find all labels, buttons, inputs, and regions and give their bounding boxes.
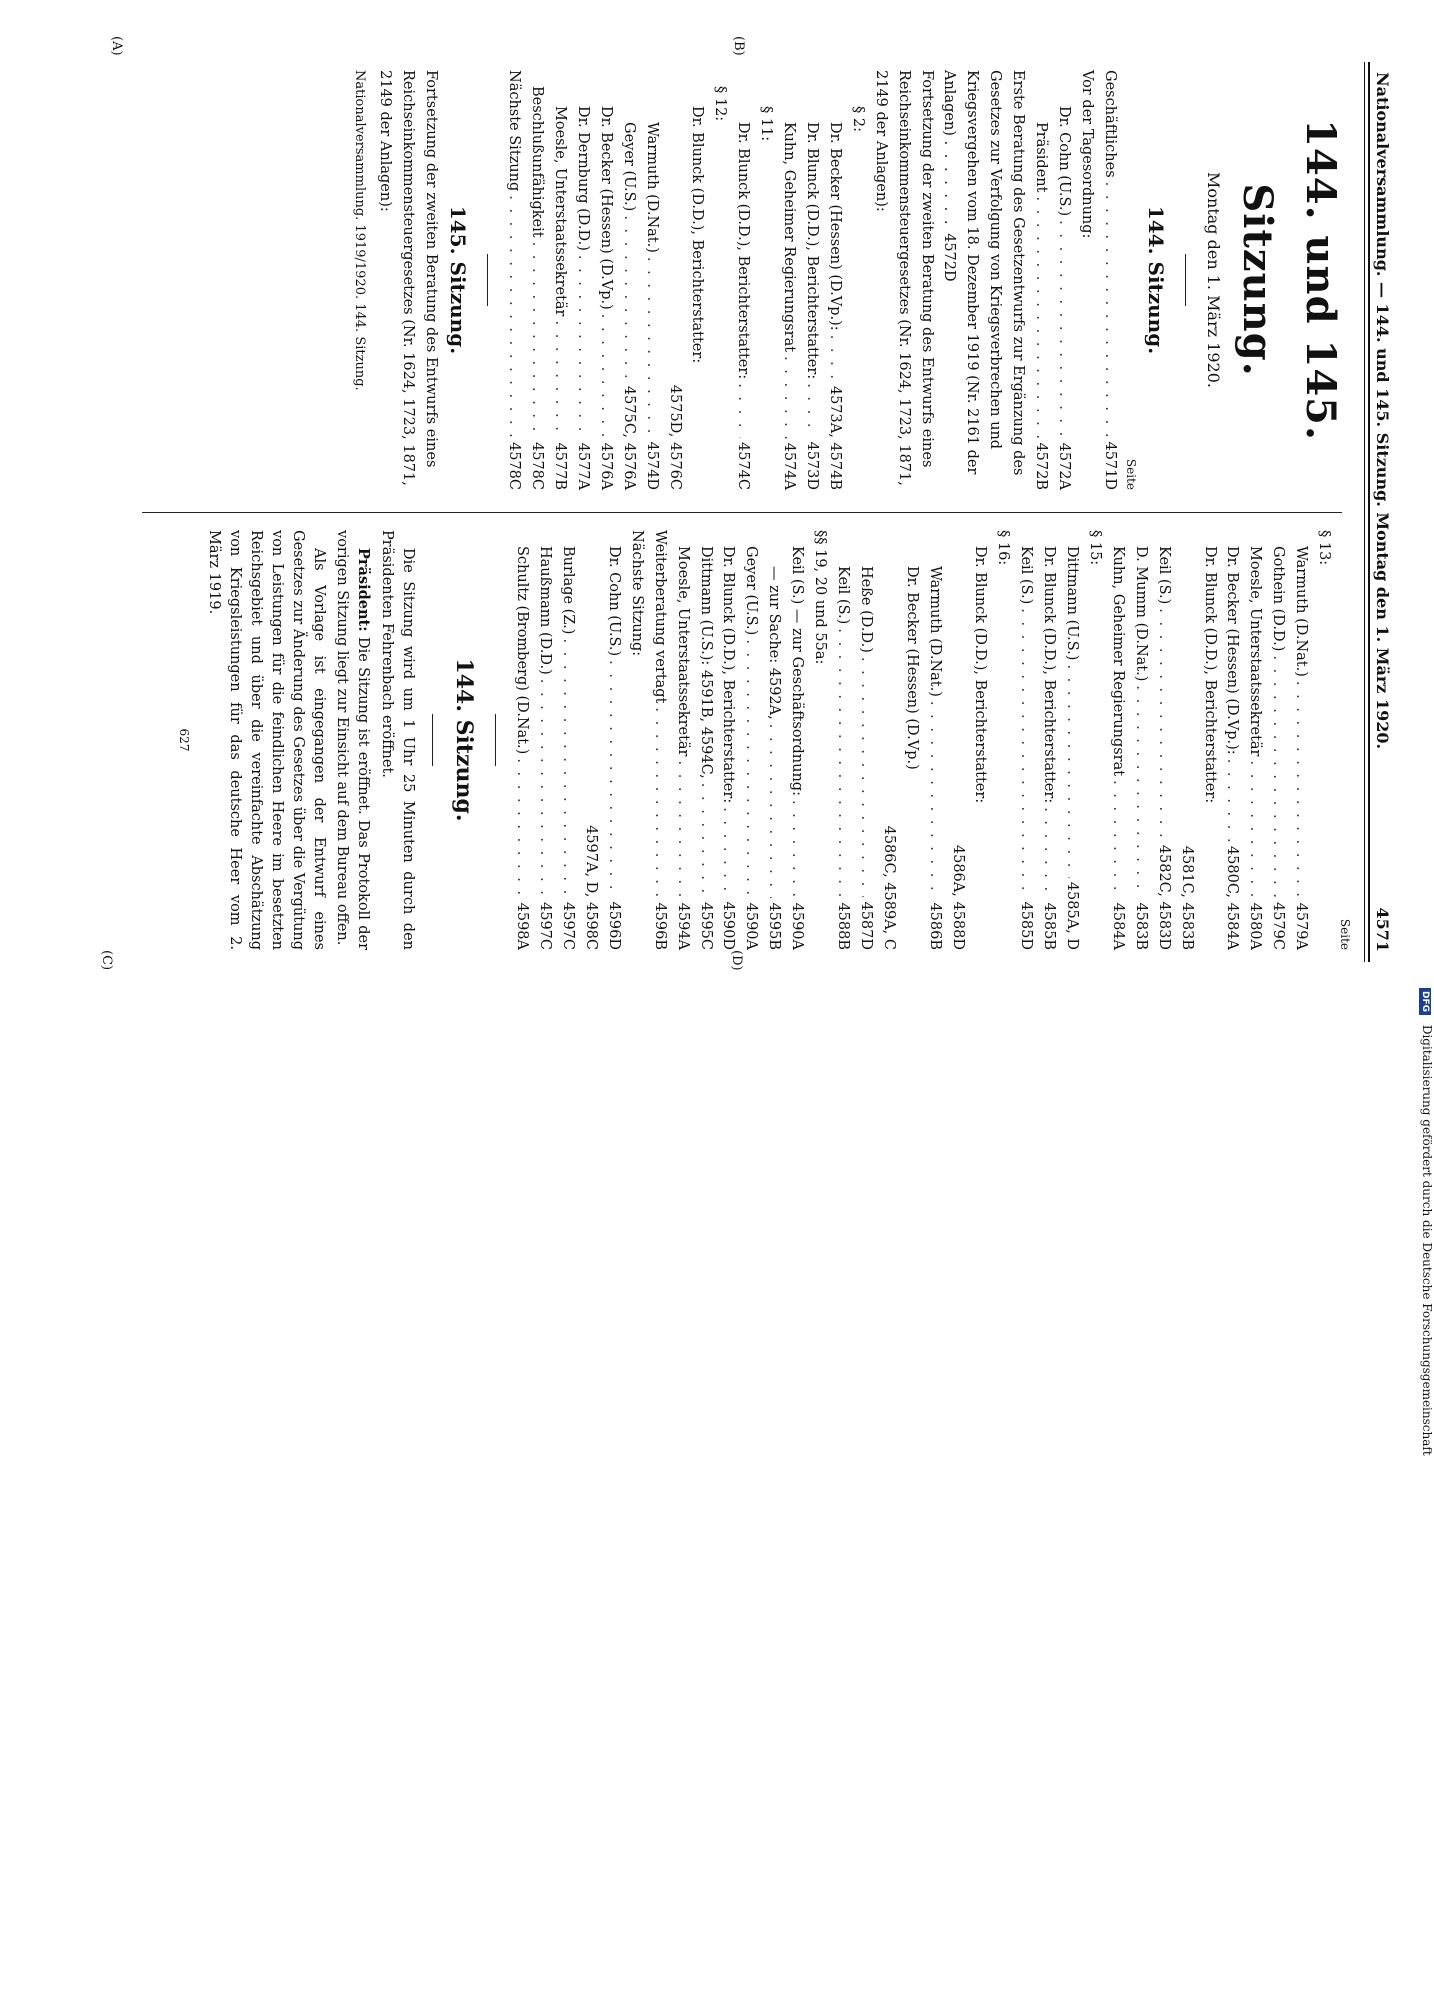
toc-row [1266, 530, 1289, 950]
toc-row-page: 4580C, 4584A [1224, 845, 1241, 950]
toc-row [502, 70, 525, 490]
header-rule-thin [1364, 62, 1365, 962]
toc-row-label: Weiterberatung vertagt [651, 530, 668, 704]
toc-row-page: 4572B [1033, 442, 1050, 490]
toc-row-page: 4581C, 4583B [1178, 845, 1195, 950]
toc-row [731, 70, 754, 490]
toc-row [1083, 530, 1106, 950]
session-body-text [203, 530, 418, 950]
toc-row-page: 4586A, 4588D [949, 844, 966, 950]
toc-row [1014, 530, 1037, 950]
toc-row [854, 530, 877, 950]
toc-row-page: 4590A [743, 902, 760, 950]
toc-row-page: 4574D [643, 441, 660, 490]
toc-row [1152, 530, 1175, 950]
toc-fortsetzung: Fortsetzung der zweiten Beratung des Entwurfs eines Reichseinkommensteuergesetzes (Nr. 1624, 1723, 1871, 2149 der Anlagen): [872, 70, 935, 486]
toc-row [1052, 70, 1075, 490]
toc-row [739, 530, 762, 950]
toc-row-label: Dr. Blunck (D.D.), Berichterstatter: [689, 106, 706, 364]
toc-row [602, 530, 625, 950]
toc-list-after [502, 70, 869, 490]
toc-row [548, 70, 571, 490]
header-rule [1368, 62, 1370, 962]
toc-row-page: 4574A [781, 442, 798, 490]
toc-row-label: Dittmann (U.S.) [1064, 546, 1081, 661]
right-section-divider [495, 714, 496, 766]
toc-row-page: 4588B [835, 902, 852, 950]
toc-row-dots [648, 707, 671, 898]
toc-row-dots [602, 660, 625, 897]
toc-row-page: 4573D [804, 441, 821, 490]
toc-row [1243, 530, 1266, 950]
toc-row-page: 4580A [1247, 902, 1264, 950]
president-label: Präsident: [354, 548, 372, 632]
toc-row-dots [1221, 759, 1244, 842]
toc-row-page: 4578C [529, 442, 546, 490]
toc-row-label: Warmuth (D.Nat.) [1293, 546, 1310, 677]
toc-row [923, 530, 946, 950]
toc-row-page: 4573A, 4574B [826, 385, 843, 490]
opening-paragraph: Die Sitzung wird um 1 Uhr 25 Minuten durch den Präsidenten Fehrenbach eröffnet. [378, 530, 416, 950]
toc-row-label: Dr. Blunck (D.D.), Berichterstatter: [720, 546, 737, 804]
section-divider [487, 254, 488, 306]
toc-row-label: Dr. Dernburg (D.D.) [574, 106, 591, 251]
toc-row-label: § 11: [758, 106, 775, 142]
toc-row-label: Präsident [1033, 122, 1050, 193]
toc-row-dots [731, 383, 754, 438]
toc-row-dots [525, 242, 548, 438]
toc-row-page: 4595B [766, 902, 783, 950]
margin-mark-d: (D) [729, 950, 744, 971]
toc-row-label: Nächste Sitzung: [628, 530, 645, 657]
toc-list-before [1029, 70, 1121, 490]
toc-row-label: Dr. Blunck (D.D.), Berichterstatter: [804, 122, 821, 380]
seite-label: Seite [1123, 458, 1138, 490]
page-number: 4571 [1373, 907, 1392, 952]
toc-row-dots [1029, 196, 1052, 438]
toc-row-label: — zur Sache: 4592A, [766, 566, 783, 720]
toc-row [717, 530, 740, 950]
title-divider [1185, 254, 1186, 306]
toc-row [510, 530, 533, 950]
toc-row-page: 4577B [552, 442, 569, 490]
toc-row-label: Haußmann (D.D.) [537, 546, 554, 675]
toc-row-label: Vor der Tagesordnung: [1078, 70, 1095, 239]
toc-row [1029, 70, 1052, 490]
toc-row-label: § 12: [712, 86, 729, 122]
toc-row-dots [762, 724, 785, 899]
toc-row [777, 70, 800, 490]
president-text: Die Sitzung ist eröffnet. Das Protokoll der vorigen Sitzung liegt zur Einsicht auf dem Bureau offen. [333, 530, 371, 950]
toc-row-dots [1037, 807, 1060, 898]
toc-row-dots [617, 215, 640, 382]
toc-row [1060, 530, 1083, 950]
toc-row-label: § 13: [1316, 530, 1333, 566]
toc-row-label: Dr. Becker (Hessen) (D.Vp.) [597, 106, 614, 310]
toc-row-label: Dittmann (U.S.): 4591B, 4594C, [697, 546, 714, 779]
toc-row-page: 4572A [1056, 442, 1072, 490]
toc-row [625, 530, 648, 950]
toc-row [762, 530, 785, 950]
dfg-logo: DFG [1419, 988, 1431, 1015]
toc-row-label: Heße (D.D.) [857, 566, 874, 653]
digitization-credit [1418, 988, 1434, 2000]
toc-row-dots [671, 760, 694, 898]
toc-row-label: D. Mumm (D.Nat.) [1132, 546, 1149, 682]
toc-row-page: 4578C [506, 442, 523, 490]
toc-145-fortsetzung: Fortsetzung der zweiten Beratung des Entwurfs eines Reichseinkommensteuergesetzes (Nr. 1624, 1723, 1871, 2149 der Anlagen): [376, 70, 439, 486]
toc-row-dots [1266, 655, 1289, 898]
toc-row-label: Moesle, Unterstaatssekretär [674, 546, 691, 757]
toc-row-label: Burlage (Z.) [560, 546, 577, 635]
toc-row-page: 4596B [651, 902, 668, 950]
toc-row [991, 530, 1014, 950]
toc-row-dots [1129, 685, 1152, 898]
toc-row-page: 4594A [674, 902, 691, 950]
sitzung-date: Montag den 1. März 1920. [1203, 172, 1223, 388]
toc-row-label: Dr. Blunck (D.D.), Berichterstatter: [1041, 546, 1058, 804]
right-section-title: 144. Sitzung. [451, 658, 478, 822]
toc-row [686, 70, 709, 490]
toc-row-page: 4590D [720, 901, 737, 950]
column-divider [142, 512, 1342, 513]
toc-row-dots [1243, 760, 1266, 898]
toc-row-label: Dr. Becker (Hessen) (D.Vp.): [1224, 546, 1241, 755]
toc-row [1312, 530, 1335, 950]
toc-row-label: Dr. Blunck (D.D.), Berichterstatter: [972, 546, 989, 804]
toc-row-dots [800, 383, 823, 437]
toc-row-page: 4575D, 4576C [666, 384, 683, 490]
toc-row-dots [1152, 608, 1175, 841]
toc-row-dots [1289, 681, 1312, 899]
section-title-145: 145. Sitzung. [446, 205, 471, 355]
right-title-divider [432, 714, 433, 766]
toc-row-label: Keil (S.) [835, 566, 852, 625]
toc-row-label: Dr. Blunck (D.D.), Berichterstatter: [735, 122, 752, 380]
toc-row [946, 530, 969, 950]
toc-row-dots [548, 320, 571, 438]
toc-list-right [510, 530, 1335, 950]
toc-row-label: Moesle, Unterstaatssekretär [1247, 546, 1264, 757]
toc-row-dots [556, 638, 579, 898]
toc-row [900, 530, 923, 950]
toc-row-label: Keil (S.) [1155, 546, 1172, 605]
toc-row-dots [1060, 664, 1083, 877]
toc-row [1175, 530, 1198, 950]
toc-row [800, 70, 823, 490]
toc-row [785, 530, 808, 950]
toc-erste-beratung [938, 70, 1030, 490]
toc-row-page: 4597C [560, 902, 577, 950]
toc-row [1106, 530, 1129, 950]
toc-row-dots [594, 314, 617, 439]
toc-row-dots [1106, 780, 1129, 899]
toc-row-page: 4598A [514, 902, 531, 950]
toc-row-page: 4577A [574, 442, 591, 490]
toc-row-page: 4597C [537, 902, 554, 950]
sitzung-main-title: 144. und 145. Sitzung. [1233, 119, 1344, 441]
toc-row-label: Nächste Sitzung [506, 70, 523, 192]
toc-row-dots [1098, 182, 1121, 438]
toc-row-page: 4579C [1270, 902, 1287, 950]
vorlage-paragraph: Als Vorlage ist eingegangen der Entwurf eines Gesetzes zur Änderung des Gesetzes über die Vergütung von Leistungen für die feindlichen Heere im besetzten Reichsgebiet und über die vereinfachte Abschätzung von Kriegsleistungen für das deutsche Heer vom 2. März 1919. [205, 530, 327, 950]
toc-row [640, 70, 663, 490]
toc-row-dots [854, 657, 877, 898]
digitization-credit-text: Digitalisierung gefördert durch die Deutsche Forschungsgemeinschaft [1420, 1024, 1434, 1456]
toc-row [1198, 530, 1221, 950]
toc-row-label: Dr. Cohn (U.S.) [1056, 106, 1072, 217]
toc-dots: . . . . . . . [941, 140, 958, 234]
toc-row [594, 70, 617, 490]
toc-row-dots [1014, 608, 1037, 897]
toc-row-dots [510, 758, 533, 898]
toc-row-page: 4571D [1101, 441, 1118, 490]
toc-row [1129, 530, 1152, 950]
toc-row [525, 70, 548, 490]
toc-row-page: 4586B [926, 902, 943, 950]
toc-row-label: Dr. Becker (Hessen) (D.Vp.): [826, 122, 843, 331]
left-footer: Nationalversammlung. 1919/1920. 144. Sitzung. [352, 70, 368, 391]
margin-mark-c: (C) [99, 950, 114, 971]
right-column [174, 530, 1354, 950]
toc-row-page: 4595C [697, 902, 714, 950]
toc-row [663, 70, 686, 490]
toc-row-label: Geschäftliches [1101, 70, 1118, 178]
toc-row-dots [1052, 220, 1075, 438]
toc-row [1289, 530, 1312, 950]
toc-row [846, 70, 869, 490]
toc-row-label: Dr. Cohn (U.S.) [605, 546, 622, 657]
toc-row-page: 4586C, 4589A, C [880, 825, 897, 950]
toc-row-page: 4585B [1041, 902, 1058, 950]
toc-row [617, 70, 640, 490]
toc-row-dots [823, 335, 846, 382]
toc-row [709, 70, 732, 490]
toc-row [579, 530, 602, 950]
toc-row [533, 530, 556, 950]
toc-row-page: 4596D [605, 901, 622, 950]
toc-row-dots [717, 807, 740, 897]
seite-label-right: Seite [1338, 918, 1352, 950]
toc-row-label: Beschlußunfähigkeit [529, 86, 546, 238]
toc-row-label: Warmuth (D.Nat.) [926, 566, 943, 697]
running-head-title: Nationalversammlung. — 144. und 145. Sitzung. Montag den 1. März 1920. [1373, 72, 1392, 750]
toc-row-dots [923, 701, 946, 899]
toc-row [877, 530, 900, 950]
margin-mark-a: (A) [109, 36, 124, 56]
toc-row-label: Moesle, Unterstaatssekretär [552, 106, 569, 317]
toc-row-label: Kuhn, Geheimer Regierungsrat [1109, 546, 1126, 777]
running-header [1373, 72, 1392, 952]
toc-row-label: § 2: [849, 106, 866, 132]
toc-row [969, 530, 992, 950]
president-paragraph [331, 530, 374, 950]
toc-row-page: 4597A, D, 4598C [583, 825, 600, 950]
toc-row [1098, 70, 1121, 490]
toc-row-label: Gothein (D.D.) [1270, 546, 1287, 652]
toc-row-dots [739, 639, 762, 898]
toc-row-page: 4575C, 4576A [620, 385, 637, 490]
toc-erste-beratung-page: 4572D [941, 233, 958, 282]
toc-row-label: Keil (S.) — zur Geschäftsordnung: [789, 546, 806, 796]
toc-row [694, 530, 717, 950]
toc-row-label: Dr. Becker (Hessen) (D.Vp.) [903, 566, 920, 770]
toc-row [556, 530, 579, 950]
toc-row [1075, 70, 1098, 490]
toc-row-page: 4582C, 4583D [1155, 844, 1172, 950]
toc-row-page: 4590A [789, 902, 806, 950]
toc-row-page: 4574C [735, 442, 752, 490]
toc-row-label: § 15: [1086, 530, 1103, 566]
toc-row [808, 530, 831, 950]
toc-row-page: 4583B [1132, 902, 1149, 950]
margin-mark-b: (B) [731, 36, 746, 56]
toc-row-label: §§ 19, 20 und 55a: [812, 530, 829, 665]
toc-row-dots [831, 628, 854, 898]
toc-row [671, 530, 694, 950]
toc-row-page: 4587D [857, 901, 874, 950]
toc-row-page: 4579A [1293, 902, 1310, 950]
toc-row-label: Keil (S.) [1018, 546, 1035, 605]
toc-row-dots [533, 679, 556, 898]
toc-row-dots [502, 195, 525, 438]
left-column [349, 70, 1353, 490]
toc-erste-beratung-text: Erste Beratung des Gesetzentwurfs zur Ergänzung des Gesetzes zur Verfolgung von Kriegsverbrechen und Kriegsvergehen vom 18. Dezember 1919 (Nr. 2161 der Anlagen) [941, 70, 1027, 476]
toc-row-label: Geyer (U.S.) [743, 546, 760, 636]
toc-row [1037, 530, 1060, 950]
toc-row-page: 4585D [1018, 901, 1035, 950]
section-title-144: 144. Sitzung. [1144, 205, 1169, 355]
toc-row-page: 4584A [1109, 902, 1126, 950]
toc-row-dots [694, 783, 717, 898]
toc-row [754, 70, 777, 490]
toc-row-dots [571, 255, 594, 439]
toc-row [831, 530, 854, 950]
page-footer-number: 627 [176, 728, 191, 752]
toc-row-label: Schultz (Bromberg) (D.Nat.) [514, 546, 531, 755]
toc-row-dots [640, 257, 663, 438]
toc-row-label: Dr. Blunck (D.D.), Berichterstatter: [1201, 546, 1218, 804]
toc-row-label: § 16: [995, 530, 1012, 566]
toc-row-dots [785, 800, 808, 899]
toc-row-dots [777, 356, 800, 439]
toc-row [1221, 530, 1244, 950]
toc-row-page: 4585A, D [1064, 881, 1081, 950]
toc-row-page: 4576A [597, 442, 614, 490]
toc-row-label: Warmuth (D.Nat.) [643, 122, 660, 253]
toc-row-label: Kuhn, Geheimer Regierungsrat [781, 122, 798, 353]
toc-row [648, 530, 671, 950]
toc-row [823, 70, 846, 490]
toc-row [571, 70, 594, 490]
toc-row-label: Geyer (U.S.) [620, 122, 637, 212]
